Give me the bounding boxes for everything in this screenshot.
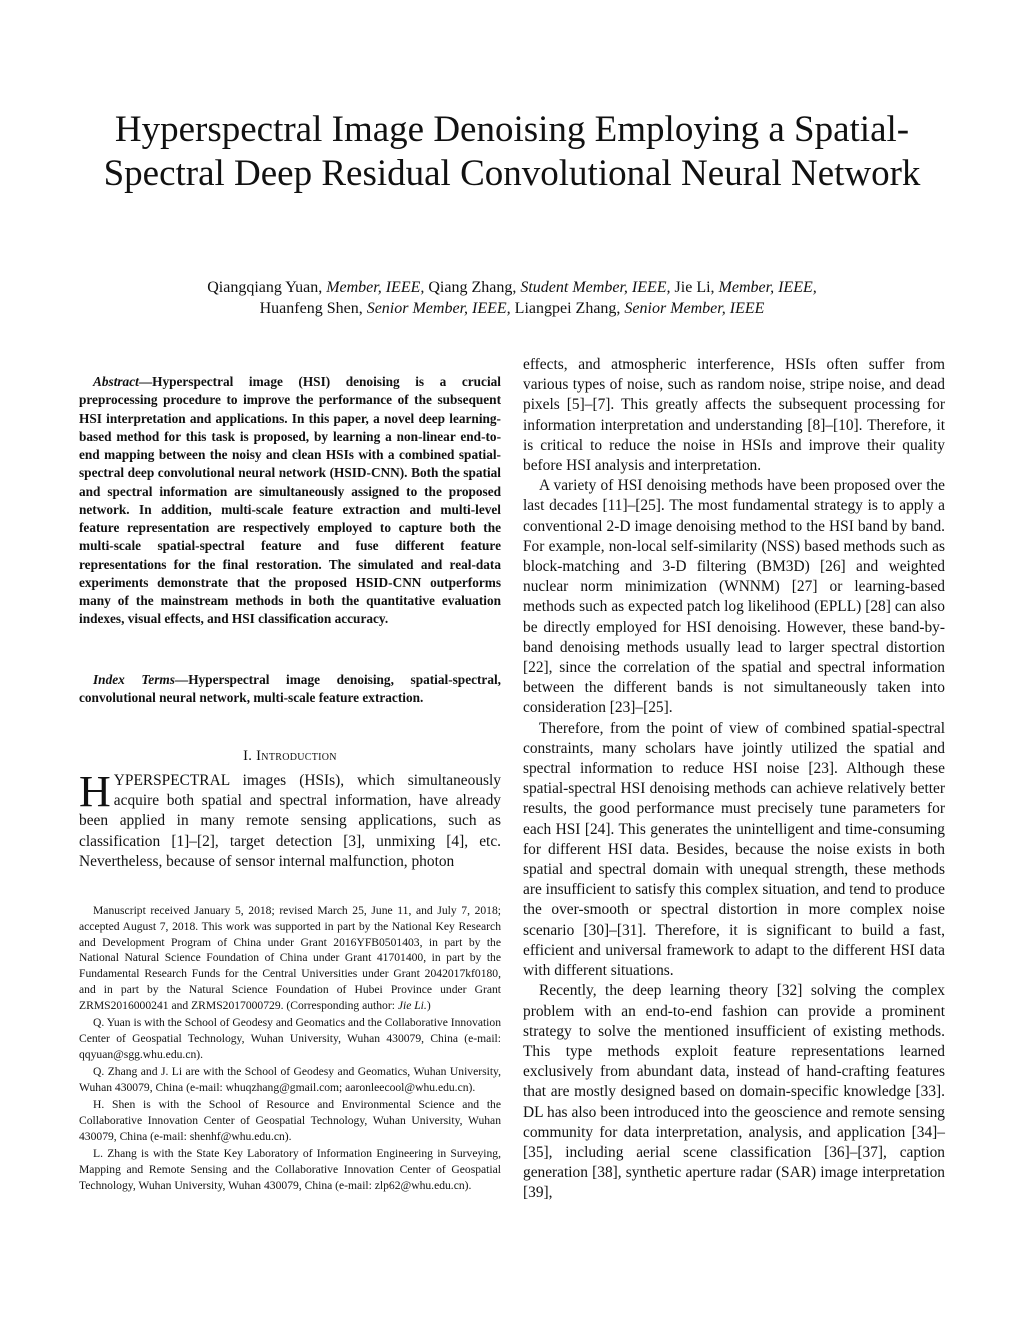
- section-heading: [79, 746, 501, 766]
- paper-title: Hyperspectral Image Denoising Employing a Spatial-Spectral Deep Residual Convolutional Neural Network: [103, 109, 921, 194]
- index-terms: [79, 671, 501, 707]
- footnote: [79, 903, 501, 1014]
- body-paragraph: A variety of HSI denoising methods have been proposed over the last decades [11]–[25]. The most fundamental strategy is to apply a conventional 2-D image denoising method to the HSI band by band. For example, non-local self-similarity (NSS) based methods such as block-matching and 3-D filtering (BM3D) [26] and weighted nuclear norm minimization (WNNM) [27] or learning-based methods such as expected patch log likelihood (EPLL) [28] can also be directly employed for HSI denoising. However, these band-by-band denoising methods usually lead to larger spectral distortion [22], since the correlation of the spatial and spectral information between the different bands is not simultaneously taken into consideration [23]–[25].: [523, 477, 945, 717]
- body-paragraph: Recently, the deep learning theory [32] solving the complex problem with an end-to-end fashion can provide a prominent strategy to solve the mentioned insufficient of existing methods. This type methods exploit feature representations learned exclusively from abundant data, instead of hand-crafting features that are mostly designed based on domain-specific knowledge [33]. DL has also been introduced into the geoscience and remote sensing community for data interpretation, analysis, and application [34]–[35], including aerial scene classification [36]–[37], caption generation [38], synthetic aperture radar (SAR) image interpretation [39],: [523, 982, 945, 1202]
- author-list: [100, 277, 924, 319]
- author-role: Member, IEEE,: [326, 279, 425, 296]
- drop-cap: H: [79, 767, 111, 816]
- intro-paragraph: [79, 767, 501, 872]
- index-terms-dash: —: [174, 672, 189, 687]
- section-title: Introduction: [256, 748, 337, 764]
- abstract-label: Abstract: [93, 374, 139, 389]
- index-terms-text: Hyperspectral image denoising, spatial-spectral, convolutional neural network, multi-scale feature extraction.: [79, 672, 501, 705]
- author-role: Member, IEEE,: [718, 279, 817, 296]
- footnote: H. Shen is with the School of Resource and Environmental Science and the Collaborative Innovation Center of Geospatial Technology, Wuhan University, Wuhan 430079, China (e-mail: shenhf@whu.edu.cn).: [79, 1098, 501, 1143]
- index-terms-label: Index Terms: [93, 672, 175, 687]
- author-role: Senior Member, IEEE: [624, 300, 765, 317]
- abstract-text: Hyperspectral image (HSI) denoising is a crucial preprocessing procedure to improve the performance of the subsequent HSI interpretation and applications. In this paper, a novel deep learning-based method for this task is proposed, by learning a non-linear end-to-end mapping between the noisy and clean HSIs with a combined spatial-spectral deep convolutional neural network (HSID-CNN). Both the spatial and spectral information are simultaneously assigned to the proposed network. In addition, multi-scale feature extraction and multi-level feature representation are respectively employed to capture both the multi-scale spatial-spectral feature and fuse different feature representations for the final restoration. The simulated and real-data experiments demonstrate that the proposed HSID-CNN outperforms many of the mainstream methods in both the quantitative evaluation indexes, visual effects, and HSI classification accuracy.: [79, 374, 501, 627]
- body-paragraph: Therefore, from the point of view of combined spatial-spectral constraints, many scholars have jointly utilized the spatial and spectral information to reduce HSI noise [23]. Although these spatial-spectral HSI denoising methods can achieve relatively better results, the good performance must precisely tune parameters for each HSI [24]. This generates the unintelligent and time-consuming for different HSI data. Besides, because the noise exists in both spatial and spectral domain with unequal strength, these methods are insufficient to satisfy this complex situation, and tend to produce the over-smooth or spectral distortion in more complex noise scenario [30]–[31]. Therefore, it is significant to build a fast, efficient and universal framework to adapt to the different HSI data with different situations.: [523, 719, 945, 980]
- footnote: Q. Yuan is with the School of Geodesy and Geomatics and the Collaborative Innovation Center of Geospatial Technology, Wuhan University, Wuhan 430079, China (e-mail: qqyuan@sgg.whu.edu.cn).: [79, 1016, 501, 1061]
- author-role: Senior Member, IEEE,: [366, 300, 511, 317]
- author-name: Qiangqiang Yuan,: [207, 279, 327, 296]
- body-paragraph: effects, and atmospheric interference, HSIs often suffer from various types of noise, such as random noise, stripe noise, and dead pixels [5]–[7]. This greatly affects the subsequent processing for information interpretation and understanding [8]–[10]. Therefore, it is critical to reduce the noise in HSIs and improve their quality before HSI analysis and interpretation.: [523, 356, 945, 475]
- intro-first-word: YPERSPECTRAL: [113, 772, 230, 789]
- right-column: [523, 355, 945, 1204]
- author-name: Huanfeng Shen,: [259, 300, 367, 317]
- footnote-text: Manuscript received January 5, 2018; revised March 25, June 11, and July 7, 2018; accepted August 7, 2018. This work was supported in part by the National Key Research and Development Program of China under Grant 2016YFB0501403, in part by the National Natural Science Foundation of China under Grant 41701400, in part by the Fundamental Research Funds for the Central Universities under Grant 2042017kf0180, and in part by the Natural Science Foundation of Hubei Province under Grant ZRMS2016000241 and ZRMS2017000729. (Corresponding author:: [79, 904, 501, 1012]
- author-name: Jie Li,: [670, 279, 719, 296]
- author-role: Student Member, IEEE,: [520, 279, 671, 296]
- section-number: I.: [243, 748, 253, 764]
- footnote-text-end: ): [426, 998, 431, 1012]
- abstract-dash: —: [138, 374, 153, 389]
- abstract: [79, 373, 501, 629]
- footnote: L. Zhang is with the State Key Laboratory of Information Engineering in Surveying, Mapping and Remote Sensing and the Collaborative Innovation Center of Geospatial Technology, Wuhan University, Wuhan 430079, China (e-mail: zlp62@whu.edu.cn).: [79, 1147, 501, 1192]
- footnotes: [79, 903, 501, 1195]
- footnote-emphasis: Jie Li.: [397, 998, 427, 1012]
- intro-text: images (HSIs), which simultaneously acquire both spatial and spectral information, have already been applied in many remote sensing applications, such as classification [1]–[2], target detection [3], unmixing [4], etc. Nevertheless, because of sensor internal malfunction, photon: [79, 772, 501, 870]
- footnote: Q. Zhang and J. Li are with the School of Geodesy and Geomatics, Wuhan University, Wuhan 430079, China (e-mail: whuqzhang@gmail.com; aaronleecool@whu.edu.cn).: [79, 1065, 501, 1094]
- author-name: Liangpei Zhang,: [510, 300, 625, 317]
- author-name: Qiang Zhang,: [424, 279, 521, 296]
